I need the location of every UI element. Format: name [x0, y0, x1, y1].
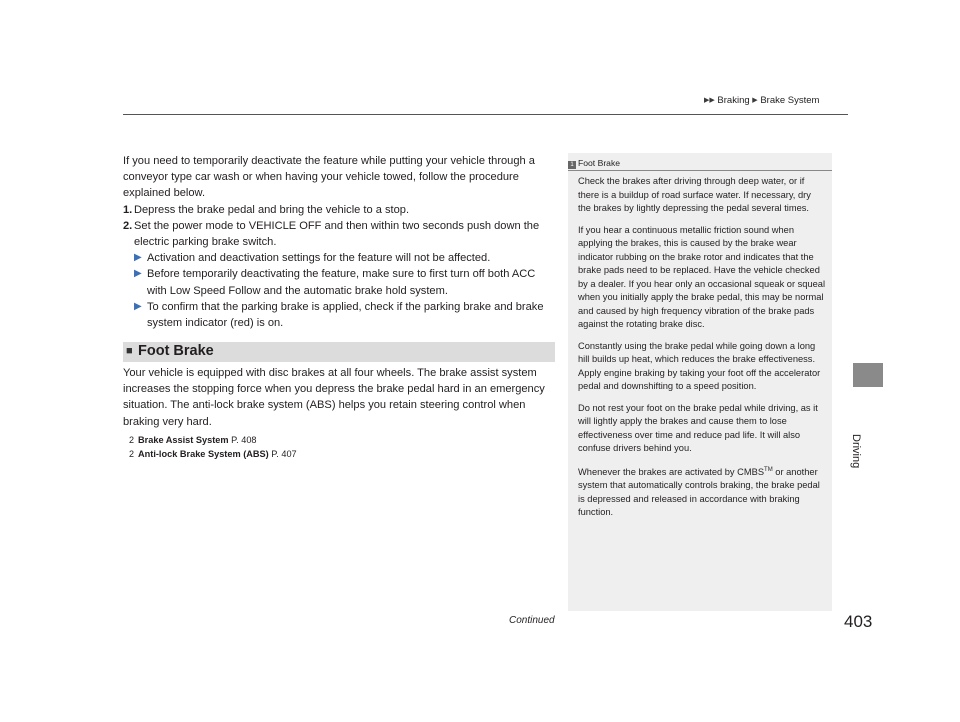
step-number: 1. — [123, 203, 133, 216]
reference-page: P. 407 — [271, 448, 297, 459]
foot-brake-paragraph: Your vehicle is equipped with disc brakes at all four wheels. The brake assist system increases the stopping force when you depress the brake pedal hard in an emergency situation. The anti-lock brake system (ABS) helps you retain steering control when braking very hard. — [123, 367, 545, 428]
cross-references — [123, 433, 555, 461]
reference-arrow-icon: 2 — [129, 448, 135, 459]
breadcrumb-item-braking[interactable]: Braking — [717, 95, 750, 106]
section-header-foot-brake — [123, 342, 555, 362]
triangle-right-icon: ▶ — [134, 252, 142, 264]
note-text: Before temporarily deactivating the feature, make sure to first turn off both ACC with Low Speed Follow and the automatic brake hold system. — [147, 268, 536, 297]
step-text: Set the power mode to VEHICLE OFF and then within two seconds push down the electric parking brake switch. — [134, 219, 540, 249]
note-text: Activation and deactivation settings for the feature will not be affected. — [147, 252, 491, 265]
sidebar-paragraph: Constantly using the brake pedal while going down a long hill builds up heat, which reduces the brake effectiveness. Apply engine braking by taking your foot off the accelerator pedal and downshifting to a speed position. — [578, 340, 821, 391]
page-number: 403 — [844, 612, 873, 631]
reference-arrow-icon: 2 — [129, 434, 135, 445]
main-content — [123, 153, 553, 331]
chevron-right-icon: ▶▶ — [704, 97, 715, 104]
note-item — [123, 250, 553, 266]
square-bullet-icon: ■ — [126, 345, 133, 357]
section-title: Foot Brake — [138, 343, 214, 359]
foot-brake-content — [123, 365, 555, 461]
header-divider — [123, 114, 848, 115]
reference-title: Anti-lock Brake System (ABS) — [138, 448, 269, 459]
sidebar-body — [578, 175, 826, 528]
sidebar-title: Foot Brake — [578, 158, 621, 168]
note-number-icon: 1 — [568, 161, 576, 169]
sidebar-note-foot-brake — [568, 153, 832, 611]
breadcrumb — [704, 95, 819, 106]
note-item — [123, 266, 553, 298]
sidebar-paragraph: Check the brakes after driving through deep water, or if there is a buildup of road surface water. If necessary, dry the brakes by lightly depressing the pedal several times. — [578, 176, 811, 213]
sidebar-header — [568, 158, 620, 169]
sidebar-paragraph-cmbs: Whenever the brakes are activated by CMBS™ or another system that automatically controls braking, the brake pedal is depressed and released in accordance with braking function. — [578, 466, 820, 518]
continued-label: Continued — [509, 615, 555, 626]
chevron-right-icon: ▶ — [752, 97, 758, 104]
chapter-tab-label[interactable] — [850, 394, 882, 469]
step-text: Depress the brake pedal and bring the vehicle to a stop. — [134, 203, 410, 216]
step-1 — [123, 202, 553, 218]
note-text: To confirm that the parking brake is applied, check if the parking brake and brake system indicator (red) is on. — [147, 300, 544, 330]
reference-link-brake-assist[interactable] — [129, 433, 555, 447]
sidebar-paragraph: Do not rest your foot on the brake pedal while driving, as it will lightly apply the brakes and cause them to lose effectiveness over time and reduce pad life. It will also confuse drivers behind you. — [578, 402, 818, 453]
reference-page: P. 408 — [231, 434, 257, 445]
triangle-right-icon: ▶ — [134, 300, 142, 312]
reference-title: Brake Assist System — [138, 434, 229, 445]
chapter-tab-text: Driving — [850, 434, 862, 469]
note-item — [123, 299, 553, 331]
sidebar-divider — [568, 170, 832, 171]
breadcrumb-item-brake-system[interactable]: Brake System — [760, 95, 820, 106]
sidebar-paragraph: If you hear a continuous metallic friction sound when applying the brakes, this is caused by the brake wear indicator rubbing on the brake rotor and indicates that the brake pads need to be replaced. Have the vehicle checked by a dealer. If you hear only an occasional squeak or squeal when you initially apply the brake pedal, this may be normal and caused by high frequency vibration of the brake pads against the rotating brake disc. — [578, 224, 826, 329]
intro-paragraph: If you need to temporarily deactivate the feature while putting your vehicle through a conveyor type car wash or when having your vehicle towed, follow the procedure explained below. — [123, 155, 535, 200]
step-2 — [123, 218, 553, 250]
step-number: 2. — [123, 219, 133, 232]
triangle-right-icon: ▶ — [134, 268, 142, 280]
chapter-tab-marker[interactable] — [853, 363, 883, 387]
reference-link-abs[interactable] — [129, 447, 555, 461]
trademark-mark: TM — [764, 466, 773, 473]
